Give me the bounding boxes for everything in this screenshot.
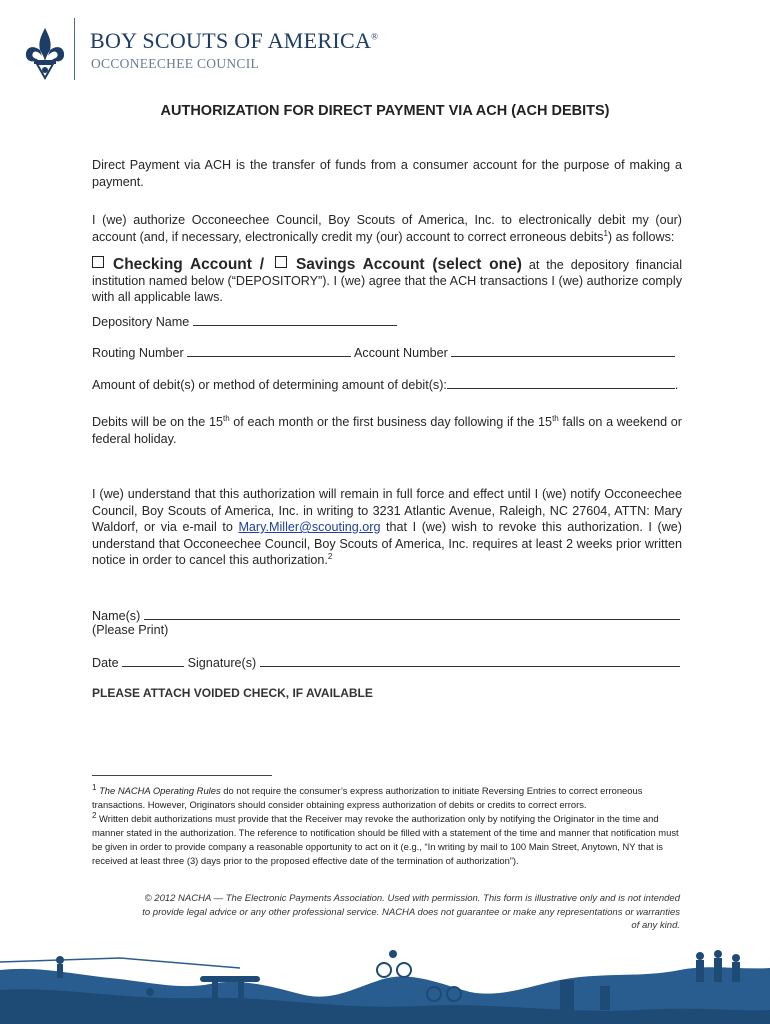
depository-name-row xyxy=(92,313,397,329)
depository-label: Depository Name xyxy=(92,315,190,329)
routing-number-field[interactable] xyxy=(187,344,351,357)
names-row xyxy=(92,607,680,623)
savings-label: Savings Account (select one) xyxy=(295,256,522,273)
account-number-field[interactable] xyxy=(451,344,675,357)
footnote-1: $^1$ The NACHA Operating Rules do not require the consumer’s express authorization to initiate Reversing Entries to correct erroneous transactions. However, Originators should consider obtaining express authorization of debits or credits to correct errors. xyxy=(92,782,643,810)
amount-field[interactable] xyxy=(447,376,675,389)
email-link[interactable]: Mary.Miller@scouting.org xyxy=(238,520,381,534)
footnote-divider xyxy=(92,775,272,776)
debit-schedule-paragraph: Debits will be on the 15th of each month or the first business day following if the 15th falls on a weekend or federal holiday. xyxy=(92,413,682,446)
amount-label: Amount of debit(s) or method of determining amount of debit(s): xyxy=(92,378,447,392)
date-signature-row xyxy=(92,654,680,670)
date-label: Date xyxy=(92,656,119,670)
savings-checkbox[interactable] xyxy=(275,256,287,268)
attach-check-note: PLEASE ATTACH VOIDED CHECK, IF AVAILABLE xyxy=(92,686,373,700)
routing-label: Routing Number xyxy=(92,346,184,360)
fleur-de-lis-logo-icon xyxy=(22,26,68,82)
routing-account-row xyxy=(92,344,675,360)
names-field[interactable] xyxy=(144,607,680,620)
date-field[interactable] xyxy=(122,654,184,667)
account-type-selection xyxy=(92,256,682,305)
checking-label: Checking Account / xyxy=(113,256,264,273)
footnote-2: $^2$ Written debit authorizations must provide that the Receiver may revoke the authorization only by notifying the Originator in the time and manner stated in the authorization. The reference to notification should be filled with a statement of the time and manner that notification must be given in order to provide company a reasonable opportunity to act on it (e.g., “In writing by mail to 100 Main Street, Anytown, NY that is received at least three (3) days prior to the proposed effective date of the termination of authorization”). xyxy=(92,810,679,866)
please-print-label: (Please Print) xyxy=(92,623,169,637)
authorization-paragraph: I (we) authorize Occoneechee Council, Boy Scouts of America, Inc. to electronically debit my (our) account (and, if necessary, electronically credit my (our) account to correct erroneous debits$^1$) as follows: xyxy=(92,213,682,244)
signature-field[interactable] xyxy=(260,654,680,667)
org-name: BOY SCOUTS OF AMERICA® xyxy=(90,28,379,53)
revocation-paragraph: I (we) understand that this authorization will remain in full force and effect until I (we) notify Occoneechee Council, Boy Scouts of America, Inc. in writing to 3231 Atlantic Avenue, Raleigh, NC 27604, ATTN: Mary Waldorf, or via e-mail to Mary.Miller@scouting.org that I (we) wish to revoke this authorization. I (we) understand that Occoneechee Council, Boy Scouts of America, Inc. requires at least 2 weeks prior written notice in order to cancel this authorization.$^2$ xyxy=(92,487,682,567)
checking-checkbox[interactable] xyxy=(92,256,104,268)
intro-paragraph: Direct Payment via ACH is the transfer of funds from a consumer account for the purpose of making a payment. xyxy=(92,158,682,189)
brand-divider xyxy=(74,18,75,80)
copyright-notice: © 2012 NACHA — The Electronic Payments Association. Used with permission. This form is illustrative only and is not intended to provide legal advice or any other professional service. NACHA does not guarantee or make any representations or warranties of any kind. xyxy=(142,893,680,931)
amount-row: Amount of debit(s) or method of determining amount of debit(s): . xyxy=(92,378,679,392)
depository-name-field[interactable] xyxy=(193,313,397,326)
outdoor-activities-illustration xyxy=(0,940,770,1024)
document-title: AUTHORIZATION FOR DIRECT PAYMENT VIA ACH (ACH DEBITS) xyxy=(160,103,610,119)
signature-label: Signature(s) xyxy=(187,656,257,670)
account-label: Account Number xyxy=(354,346,448,360)
depository-agreement-text: at the depository financial institution named below (“DEPOSITORY”). I (we) agree that the ACH transactions I (we) authorize comply with all applicable laws. xyxy=(92,258,683,304)
names-label: Name(s) xyxy=(92,609,141,623)
council-name: OCCONEECHEE COUNCIL xyxy=(91,56,260,71)
